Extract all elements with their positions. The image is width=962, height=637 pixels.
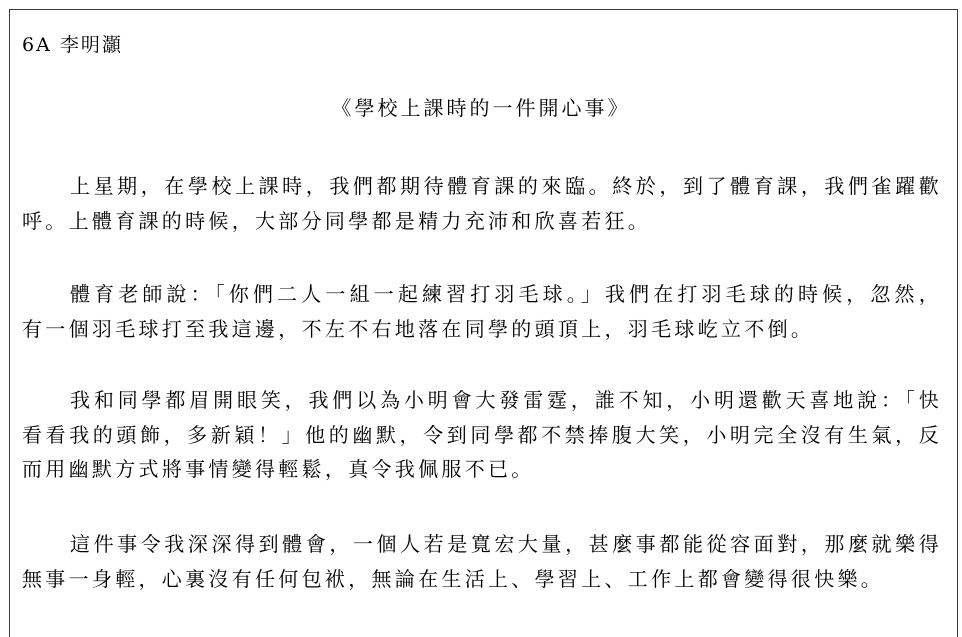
paragraph-2 bbox=[22, 277, 942, 346]
author-name: 6A 李明灝 bbox=[22, 34, 123, 56]
paragraph-line: 我和同學都眉開眼笑，我們以為小明會大發雷霆，誰不知，小明還歡天喜地說：「快 bbox=[70, 388, 942, 412]
paragraph-1 bbox=[22, 169, 942, 238]
paragraph-line: 體育老師說：「你們二人一組一起練習打羽毛球。」我們在打羽毛球的時候，忽然， bbox=[70, 282, 942, 306]
paragraph-line: 上星期，在學校上課時，我們都期待體育課的來臨。終於，到了體育課，我們雀躍歡 bbox=[70, 174, 942, 198]
paragraph-3 bbox=[22, 383, 942, 487]
paragraph-line: 呼。上體育課的時候，大部分同學都是精力充沛和欣喜若狂。 bbox=[22, 208, 652, 233]
paragraph-line: 有一個羽毛球打至我這邊，不左不右地落在同學的頭頂上，羽毛球屹立不倒。 bbox=[22, 316, 815, 341]
paragraph-line: 這件事令我深深得到體會，一個人若是寬宏大量，甚麼事都能從容面對，那麼就樂得 bbox=[70, 532, 942, 556]
paragraph-line: 無事一身輕，心裏沒有任何包袱，無論在生活上、學習上、工作上都會變得很快樂。 bbox=[22, 566, 885, 591]
essay-title: 《學校上課時的一件開心事》 bbox=[331, 96, 631, 120]
paragraph-4 bbox=[22, 527, 942, 596]
paragraph-line: 看看我的頭飾，多新穎！」他的幽默，令到同學都不禁捧腹大笑，小明完全沒有生氣，反 bbox=[22, 422, 942, 447]
paragraph-line: 而用幽默方式將事情變得輕鬆，真令我佩服不已。 bbox=[22, 457, 535, 481]
